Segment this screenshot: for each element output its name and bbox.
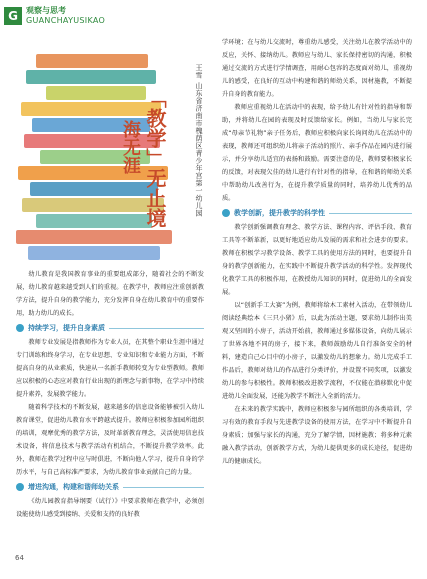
section-title: 持续学习，提升自身素质 <box>28 323 105 332</box>
section-heading <box>222 205 412 221</box>
intro-paragraph: 幼儿教育是我国教育事业的重要组成部分，随着社会的不断发展，幼儿教育越来越受到人们的重视。在教学中，教师应注重创新教学方法，提升自身的教学能力，充分发挥自身在幼儿教育中的重要作用，助力幼儿的成长。 <box>16 271 204 317</box>
paragraph: 在未来的教学实践中，教师应积极参与园所组织的各类培训，学习有效的教育手段与先进教学设备的使用方法，在学习中不断提升自身素质；加强与家长的沟通，充分了解学情，因材施教；将多种元素融入教学活动，创新教学方式，为幼儿提供更多的成长途径，促进幼儿的健康成长。 <box>222 406 412 465</box>
article-hero <box>16 30 204 260</box>
paragraph: 教师专业发展是指教师作为专业人员，在其整个职业生涯中通过专门训练和终身学习，在专业思想、专业知识和专业能力方面，不断提高自身的从业素质，快速从一名新手教师转变为专业型教师。教师应以积极的心态应对教育行业出现的新理念与新事物，在学习中持续提升素养，发展教学能力。 <box>16 339 204 398</box>
section-name-en: GUANCHAYUSIKAO <box>26 16 106 25</box>
paragraph: 学环境；在与幼儿交流时，尊重幼儿感受，关注幼儿在教学活动中的反应，关怀、接纳幼儿。教师应与幼儿、家长保持密切的沟通，积极通过交流的方式进行学情调查，用耐心包容的态度面对幼儿，重视幼儿的感受，在良好的互动中构建和谐的师幼关系，因材施教，不断提升自身的教育能力。 <box>222 39 412 98</box>
section-logo-icon: G <box>4 7 22 25</box>
section-divider <box>109 328 204 329</box>
article-title-line1: 「教学」无止境 <box>143 88 167 228</box>
article-title-line2: 海无涯 <box>120 120 141 174</box>
page-number: 64 <box>15 554 24 562</box>
left-column <box>16 268 204 521</box>
paragraph: 随着科学技术的不断发展，越来越多的信息设备能够被引入幼儿教育课堂，促进幼儿教育水平跨越式提升。教师应积极参加园所组织的培训，观摩优秀的教学方法，及时革新教育理念，灵活使用信息技术设备，将信息技术与教学活动有机结合，不断提升教学效率。此外，教师在教学过程中应与时俱进，不断向他人学习，提升自身的学历水平，与自己高标准严要求，为幼儿教育事业贡献自己的力量。 <box>16 404 204 476</box>
section-heading <box>16 320 204 336</box>
article-author: 王雪 山东省济南市槐荫区青少年宫第一幼儿园 <box>195 64 203 217</box>
section-name-cn: 观察与思考 <box>26 6 66 15</box>
paragraph: 教师应重视幼儿在活动中的表现，给予幼儿有针对性的指导和帮助，并将幼儿在园的表现及时反馈给家长。例如，当幼儿与家长完成“母亲节礼物”亲子任务后，教师应积极向家长询问幼儿在活动中的表现，教师还可组织幼儿将亲子活动的照片、亲手作品在园内进行展示，并分享幼儿适宜的表扬和鼓励。需要注意的是，教师要积极家长的反馈，对表现欠佳的幼儿进行有针对性的指导，在和谐的师幼关系中帮助幼儿改善行为，在提升教学质量的同时，培养幼儿优秀的品质。 <box>222 104 412 202</box>
right-column <box>222 36 412 468</box>
section-bullet-icon <box>16 483 24 491</box>
section-heading <box>16 479 204 495</box>
section-bullet-icon <box>16 324 24 332</box>
paragraph: 以“创新手工大赛”为例，教师将给木工素材入活动，在带领幼儿阅读经典绘本《三只小猪》后，以此为活动主题，要求幼儿制作出美观又坚固的小房子，活动开始前，教师通过多媒体设备，向幼儿展示了世界各地不同的房子，接下来，教师鼓励幼儿自行准备安全的材料，建造自己心目中的小房子，以激发幼儿的想象力。幼儿完成手工作品后，教师对幼儿的作品进行分类评价，并设置不同奖项，以激发幼儿的参与积极性。教师积极改进教学流程，不仅能在潜移默化中促进幼儿全面发展，还能为教学不断注入全新的活力。 <box>222 302 412 400</box>
section-divider <box>329 213 412 214</box>
section-divider <box>123 487 204 488</box>
magazine-header <box>4 4 105 28</box>
section-name <box>26 6 105 26</box>
paragraph: 教学创新强调教育理念、教学方法、课程内容、评估手段、教育工具等不断革新，以更好地适应幼儿发展的需求和社会进步的要求。教师在积极学习教学设备、教学工具的使用方法的同时，也要提升自身的教学创新能力，在实践中不断提升教学活动的科学性。发挥现代化教学工具的积极作用，在教授幼儿知识的同时，促进幼儿的全面发展。 <box>222 224 412 296</box>
paragraph: 《幼儿园教育指导纲要（试行）》中要求教师在教学中，必须创设能使幼儿感受到接纳、关爱和支持的良好教 <box>16 498 204 518</box>
section-title: 增进沟通，构建和谐师幼关系 <box>28 482 119 491</box>
section-title: 教学创新，提升教学的科学性 <box>234 208 325 217</box>
section-bullet-icon <box>222 209 230 217</box>
